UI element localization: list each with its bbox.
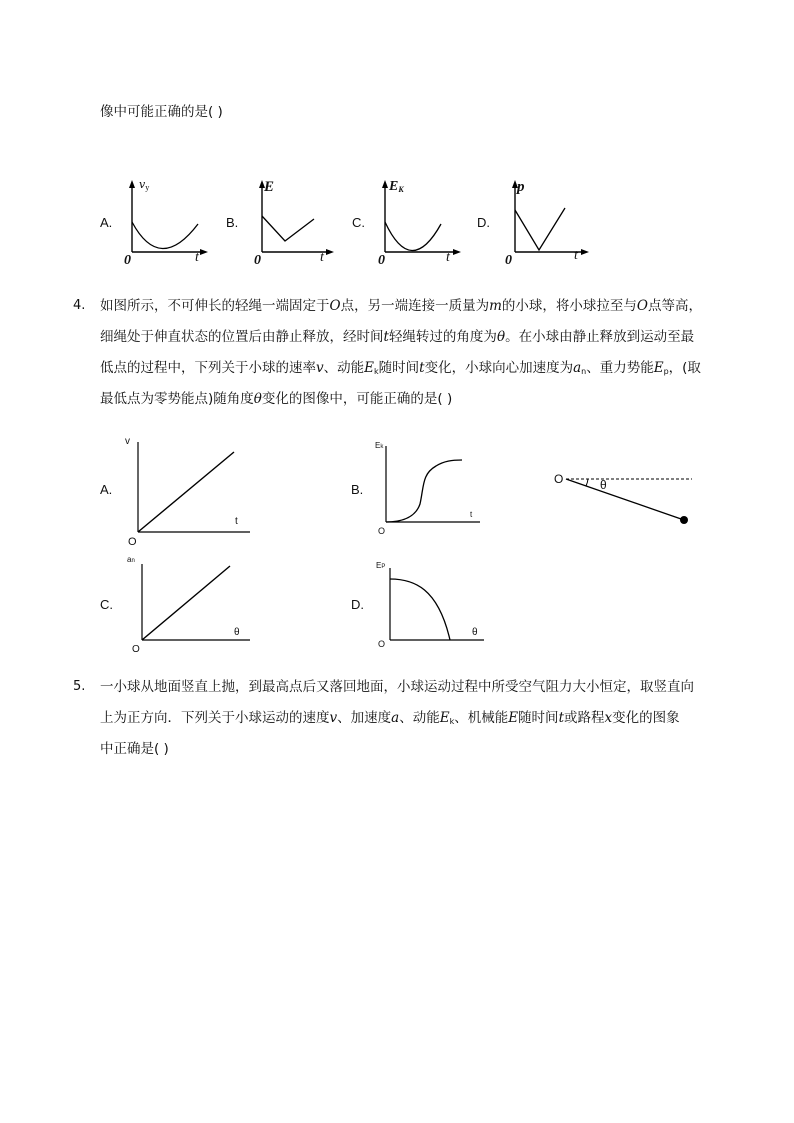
- q3a-origin: 0: [124, 253, 131, 268]
- pivot-label: O: [554, 472, 564, 486]
- q3d-origin: 0: [505, 253, 512, 268]
- q3b-ylabel: E: [264, 179, 275, 195]
- q4-option-b-label: B.: [351, 482, 364, 497]
- y-arrow: [129, 180, 135, 188]
- q4-line-2: 细绳处于伸直状态的位置后由静止释放，经时间t轻绳转过的角度为θ。在小球由静止释放到运动至最: [100, 329, 695, 345]
- q4-graph-b: [376, 444, 486, 534]
- q4-line-4: 最低点为零势能点)随角度θ变化的图像中，可能正确的是( ): [100, 391, 453, 407]
- q4b-xlabel: t: [470, 510, 473, 519]
- q4a-ylabel: v: [125, 436, 130, 447]
- q5-line-2: 上为正方向．下列关于小球运动的速度v、加速度a、动能$E_k$、机械能E随时间t或路程x变化的图象: [100, 710, 680, 726]
- q3-tail-text: 像中可能正确的是( ): [100, 104, 223, 120]
- curve-ek: [385, 222, 441, 251]
- q4c-xlabel: θ: [234, 627, 240, 638]
- q4-line-1: 如图所示，不可伸长的轻绳一端固定于O点，另一端连接一质量为m的小球，将小球拉至与O点等高，: [100, 298, 702, 314]
- q5-line-1: 一小球从地面竖直上抛，到最高点后又落回地面，小球运动过程中所受空气阻力大小恒定，取竖直向: [100, 679, 694, 695]
- curve-p: [515, 208, 565, 250]
- q4d-origin: O: [378, 639, 386, 649]
- q4c-origin: O: [132, 644, 140, 655]
- curve-ek: [386, 460, 462, 522]
- q5-number: 5.: [73, 679, 86, 694]
- q3-option-b-label: B.: [226, 215, 239, 230]
- q3b-origin: 0: [254, 253, 261, 268]
- q4-line-3: 低点的过程中，下列关于小球的速率v、动能$E_k$随时间t变化，小球向心加速度为$a_n$、重力势能$E_p$，(取: [100, 360, 701, 376]
- q4b-ylabel: Ek: [375, 441, 384, 450]
- q3-option-c-label: C.: [352, 215, 365, 230]
- rope: [566, 479, 684, 520]
- ball: [680, 516, 688, 524]
- q4-pendulum-figure: [552, 470, 702, 530]
- q3-option-d-label: D.: [477, 215, 490, 230]
- q3c-ylabel: $E_K$: [389, 179, 404, 194]
- q4b-origin: O: [378, 526, 386, 536]
- q3b-xlabel: t: [320, 250, 324, 265]
- q4-option-d-label: D.: [351, 597, 364, 612]
- q3d-xlabel: t: [574, 248, 578, 263]
- line-v: [138, 452, 234, 532]
- q4c-ylabel: an: [127, 555, 135, 564]
- curve-ep: [390, 579, 450, 640]
- x-arrow: [200, 249, 208, 255]
- q5-line-3: 中正确是( ): [100, 741, 169, 757]
- q3c-origin: 0: [378, 253, 385, 268]
- q3a-xlabel: t: [195, 250, 199, 265]
- q3a-ylabel: $v_y$: [139, 178, 150, 192]
- q3d-ylabel: p: [517, 179, 525, 195]
- curve-e: [262, 216, 314, 241]
- q4d-xlabel: θ: [472, 627, 478, 638]
- curve-vy: [132, 222, 198, 249]
- line-an: [142, 566, 230, 640]
- q4a-xlabel: t: [235, 516, 238, 527]
- q4d-ylabel: EP: [376, 561, 386, 570]
- q4a-origin: O: [128, 536, 137, 548]
- angle-arc: [586, 479, 588, 486]
- q4-option-c-label: C.: [100, 597, 113, 612]
- q3-option-a-label: A.: [100, 215, 113, 230]
- q3c-xlabel: t: [446, 250, 450, 265]
- q4-number: 4.: [73, 298, 86, 313]
- q4-option-a-label: A.: [100, 482, 113, 497]
- angle-label: θ: [600, 478, 607, 492]
